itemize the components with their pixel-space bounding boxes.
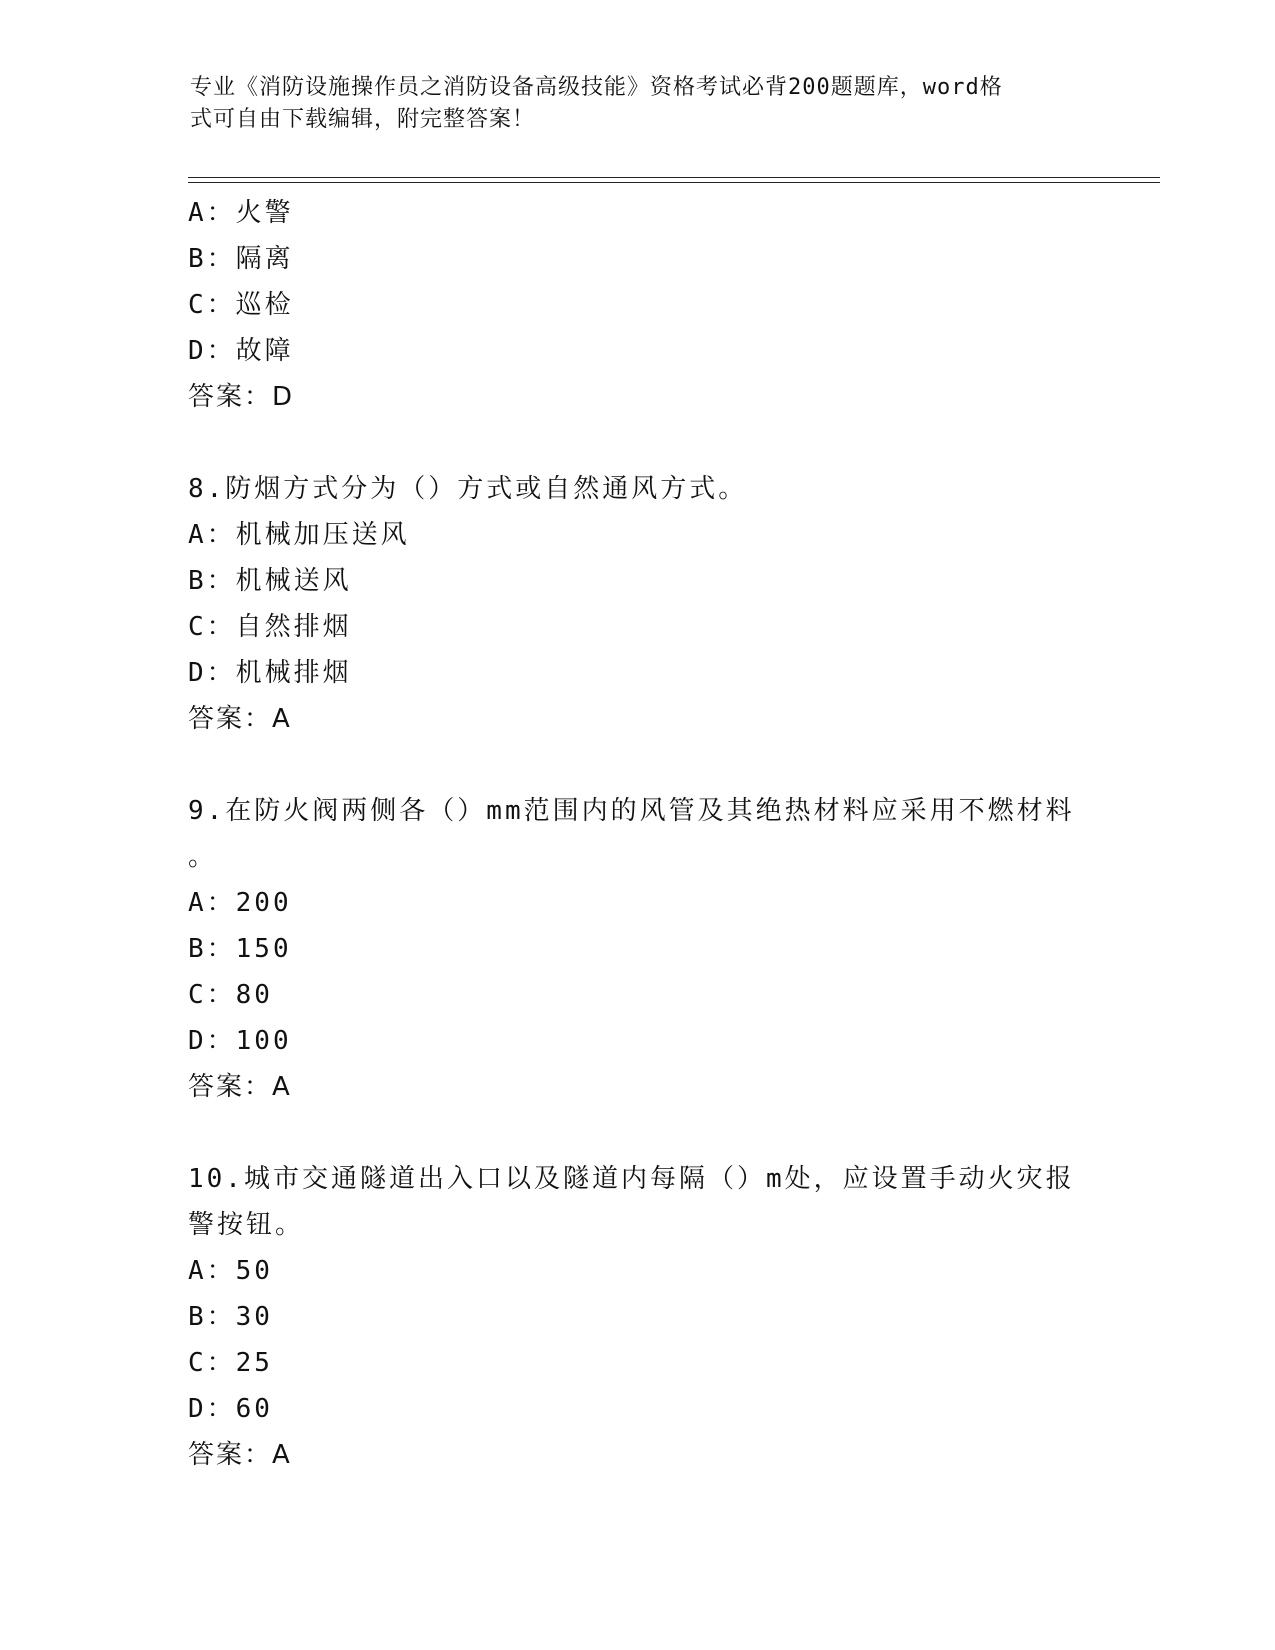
q9-option-d: D：100 bbox=[188, 1026, 292, 1056]
q7-option-a: A：火警 bbox=[188, 198, 294, 228]
q7-option-d: D：故障 bbox=[188, 336, 294, 366]
q10-answer: 答案：A bbox=[188, 1440, 292, 1470]
q9-option-a: A：200 bbox=[188, 888, 292, 918]
header-line-1: 专业《消防设施操作员之消防设备高级技能》资格考试必背200题题库，word格 bbox=[190, 75, 1003, 100]
q8-option-c: C：自然排烟 bbox=[188, 612, 352, 642]
q7-answer: 答案：D bbox=[188, 382, 295, 412]
spacer bbox=[188, 1110, 1088, 1156]
header-line-2: 式可自由下载编辑，附完整答案！ bbox=[190, 107, 536, 132]
q10-option-d: D：60 bbox=[188, 1394, 273, 1424]
question-9 bbox=[188, 788, 1088, 1110]
header-rule-top bbox=[188, 177, 1160, 178]
q9-answer: 答案：A bbox=[188, 1072, 292, 1102]
question-10 bbox=[188, 1156, 1088, 1478]
q9-option-b: B：150 bbox=[188, 934, 292, 964]
question-list bbox=[188, 190, 1088, 1478]
q10-option-b: B：30 bbox=[188, 1302, 273, 1332]
q10-question-line-1: 10.城市交通隧道出入口以及隧道内每隔（）m处，应设置手动火灾报 bbox=[188, 1164, 1075, 1194]
q9-option-c: C：80 bbox=[188, 980, 273, 1010]
header-rule-bottom bbox=[188, 182, 1160, 183]
q10-option-c: C：25 bbox=[188, 1348, 273, 1378]
q7-option-c: C：巡检 bbox=[188, 290, 294, 320]
q8-option-d: D：机械排烟 bbox=[188, 658, 352, 688]
q9-question-line-1: 9.在防火阀两侧各（）mm范围内的风管及其绝热材料应采用不燃材料 bbox=[188, 796, 1075, 826]
q9-question-line-2: 。 bbox=[188, 842, 215, 872]
q7-option-b: B：隔离 bbox=[188, 244, 294, 274]
q10-option-a: A：50 bbox=[188, 1256, 273, 1286]
q8-question: 8.防烟方式分为（）方式或自然通风方式。 bbox=[188, 474, 748, 504]
q8-option-b: B：机械送风 bbox=[188, 566, 352, 596]
question-7 bbox=[188, 190, 1088, 420]
q8-answer: 答案：A bbox=[188, 704, 292, 734]
spacer bbox=[188, 742, 1088, 788]
q10-question-line-2: 警按钮。 bbox=[188, 1210, 305, 1240]
question-8 bbox=[188, 466, 1088, 742]
q8-option-a: A：机械加压送风 bbox=[188, 520, 410, 550]
document-header bbox=[190, 72, 1070, 136]
spacer bbox=[188, 420, 1088, 466]
